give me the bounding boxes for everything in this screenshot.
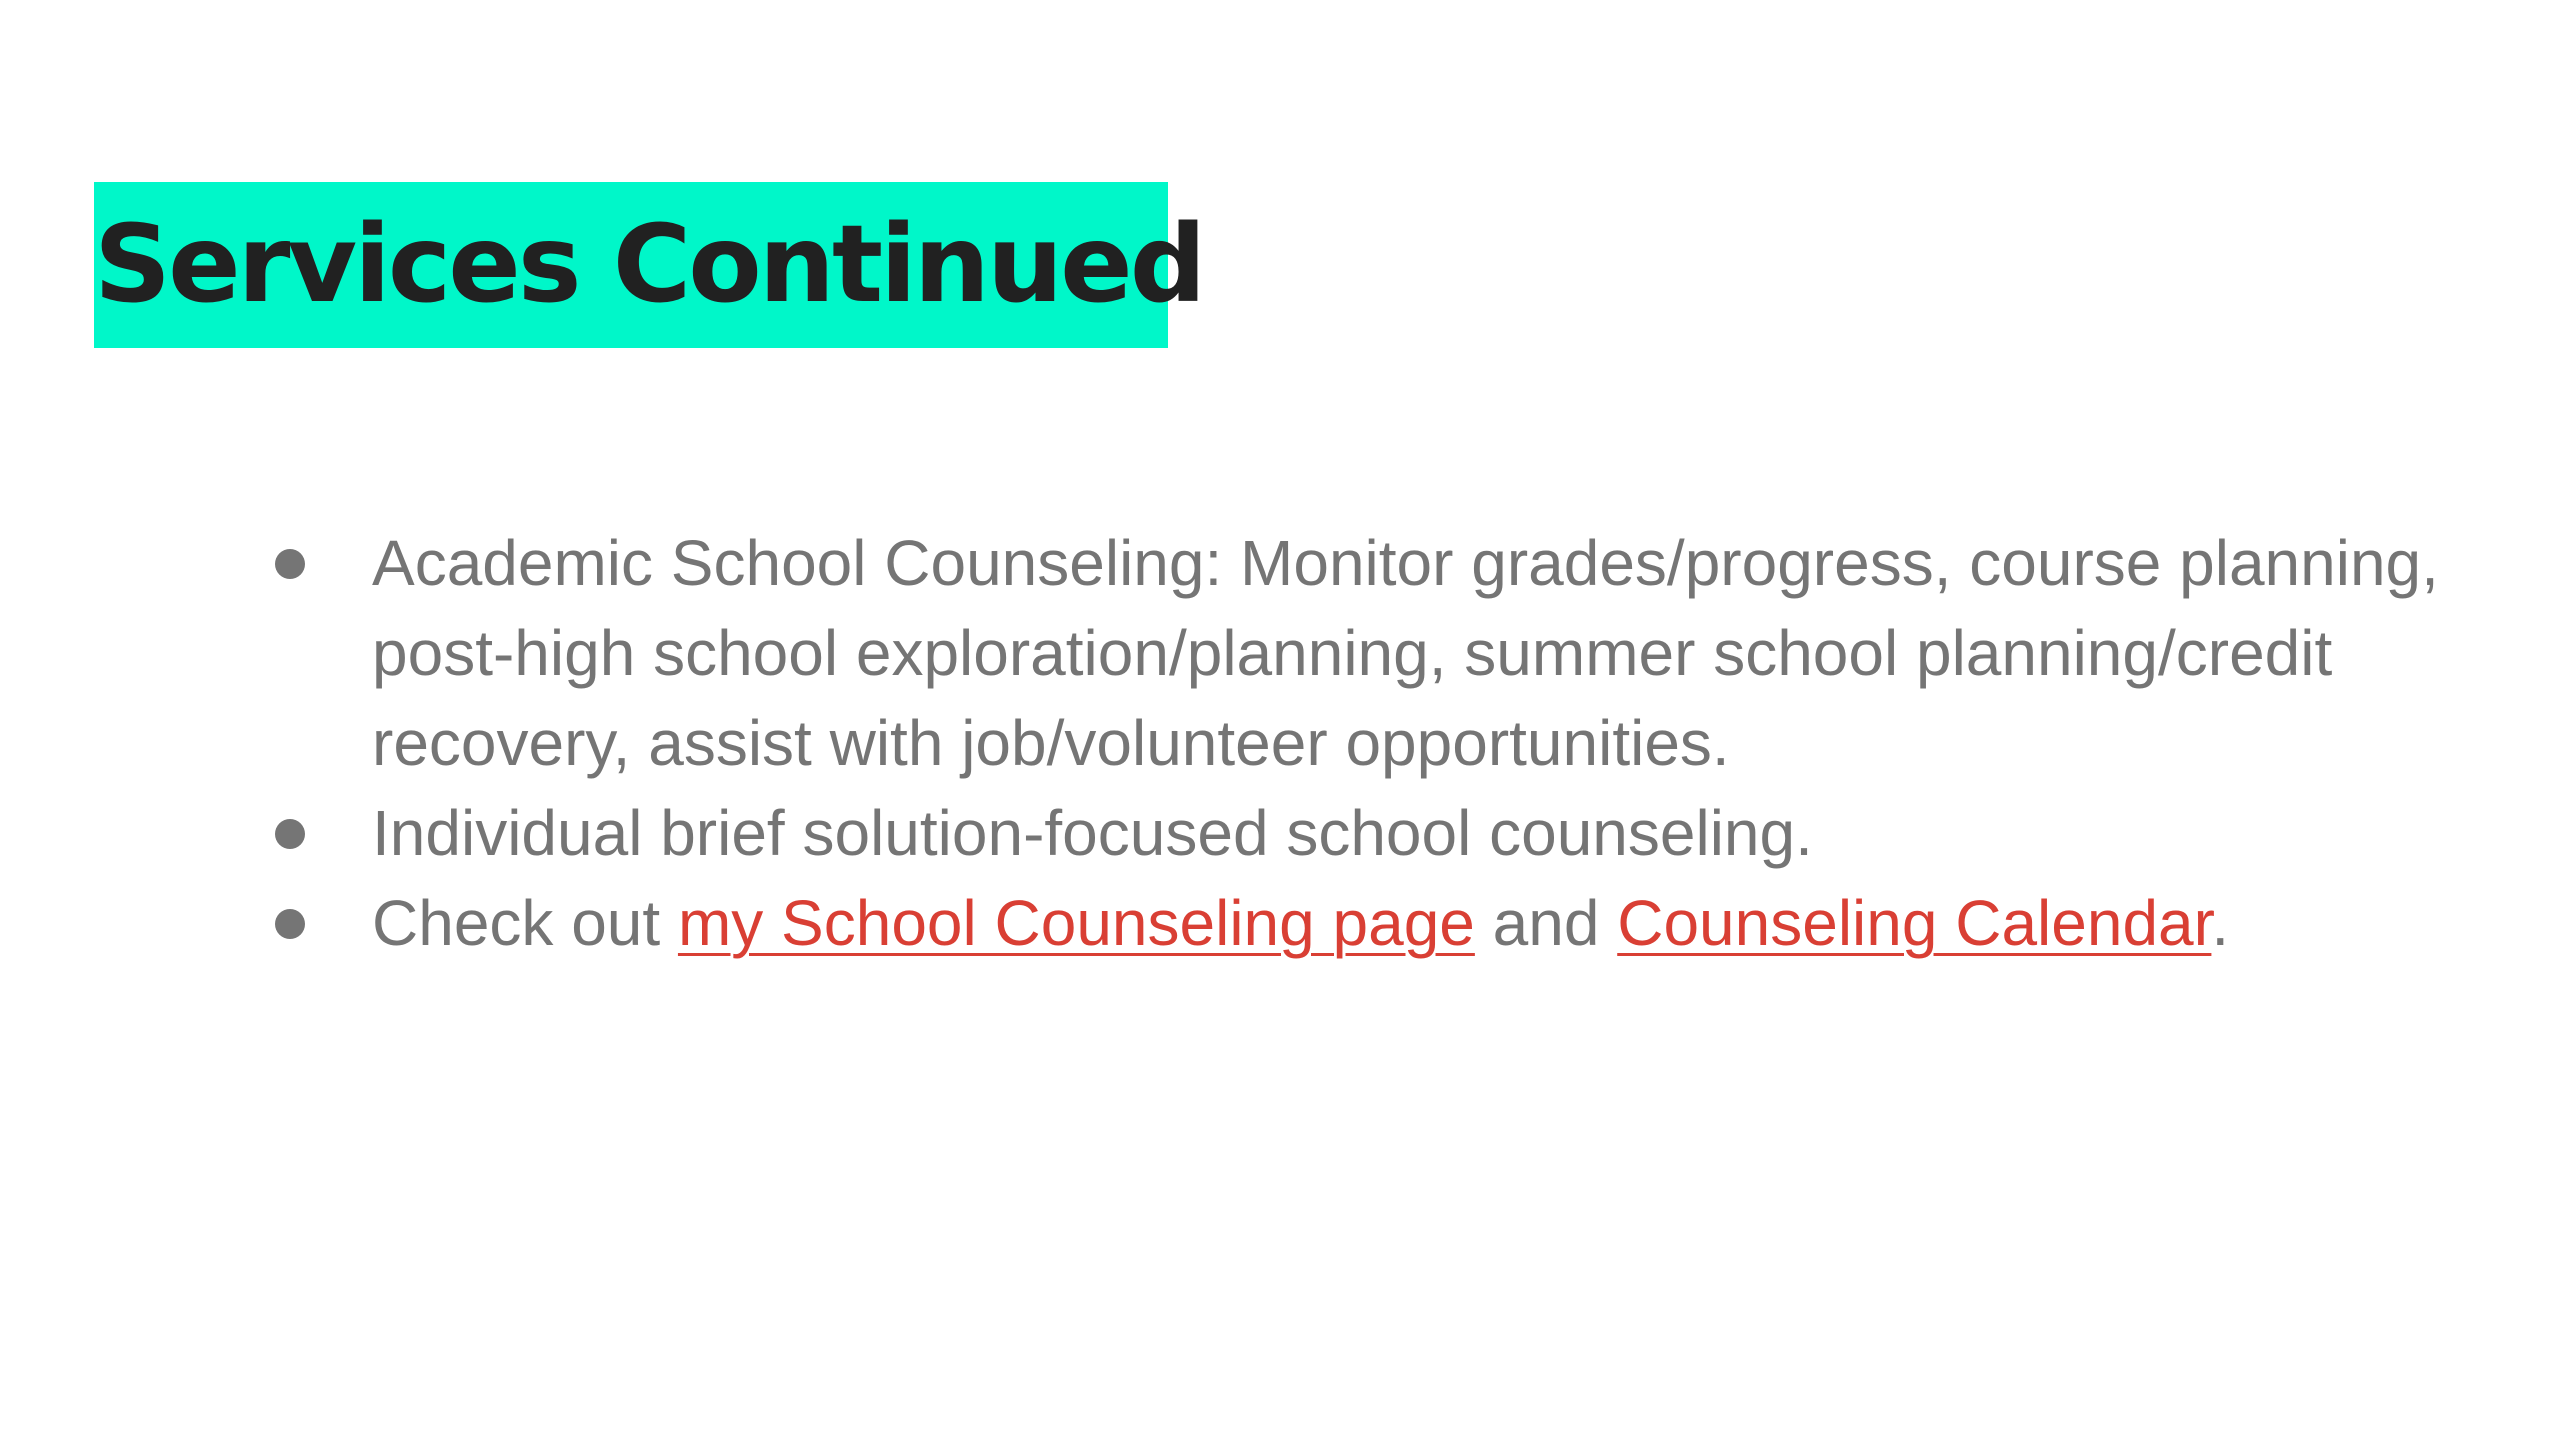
slide-title: Services Continued — [94, 203, 1204, 327]
bullet-text-middle: and — [1474, 887, 1618, 959]
bullet-icon — [275, 549, 305, 579]
bullet-text: Academic School Counseling: Monitor grades/progress, course planning, post-high school exploration/planning, summer school planning/credit recovery, assist with job/volunteer opportunities. — [372, 527, 2439, 779]
counseling-calendar-link[interactable]: Counseling Calendar — [1617, 887, 2212, 959]
bullet-text-prefix: Check out — [372, 887, 678, 959]
list-item — [267, 518, 2457, 788]
bullet-text: Individual brief solution-focused school counseling. — [372, 797, 1813, 869]
bullet-icon — [275, 909, 305, 939]
services-list — [267, 518, 2457, 968]
school-counseling-page-link[interactable]: my School Counseling page — [677, 887, 1475, 959]
bullet-text-suffix: . — [2211, 887, 2230, 959]
list-item — [267, 788, 2457, 878]
bullet-icon — [275, 819, 305, 849]
list-item — [267, 878, 2457, 968]
